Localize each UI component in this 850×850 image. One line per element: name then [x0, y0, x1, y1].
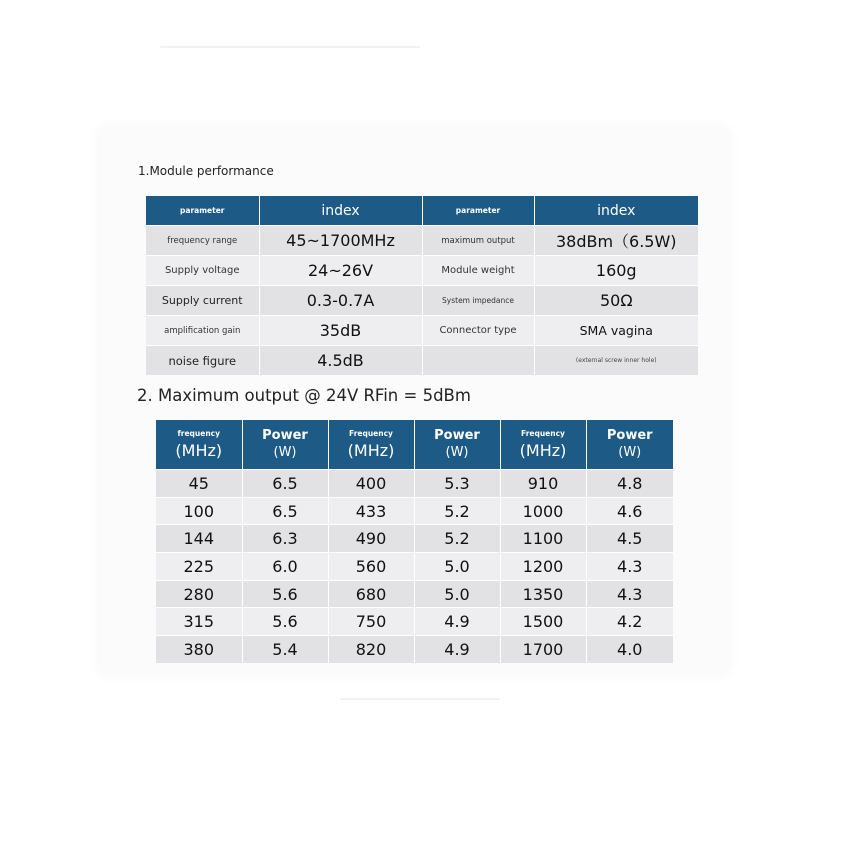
power-cell: 6.5 [242, 497, 328, 525]
param-label: Connector type [422, 316, 534, 346]
header-unit: (W) [445, 444, 469, 460]
param-label: Module weight [422, 256, 534, 286]
power-cell: 4.9 [414, 608, 500, 636]
power-cell: 4.3 [586, 553, 673, 581]
header-label: Power [434, 428, 480, 444]
power-cell: 5.6 [242, 580, 328, 608]
frequency-cell: 315 [156, 608, 242, 636]
header-power [586, 420, 673, 470]
frequency-cell: 680 [328, 580, 414, 608]
header-unit: (MHz) [519, 440, 567, 460]
param-value: SMA vagina [534, 316, 698, 346]
param-value: 160g [534, 256, 698, 286]
param-label: Supply current [146, 286, 259, 316]
power-cell: 5.0 [414, 580, 500, 608]
param-value: 35dB [259, 316, 422, 346]
table-row [156, 497, 673, 525]
table-header-row [146, 196, 698, 226]
param-value: 38dBm（6.5W) [534, 226, 698, 256]
module-performance-table [146, 196, 698, 375]
power-cell: 5.2 [414, 497, 500, 525]
header-power [414, 420, 500, 470]
header-power [242, 420, 328, 470]
power-cell: 4.8 [586, 470, 673, 498]
table-row [146, 226, 698, 256]
power-cell: 5.6 [242, 608, 328, 636]
header-label: frequency [177, 428, 221, 438]
table-row [156, 553, 673, 581]
header-label: Frequency [521, 428, 565, 438]
param-label: amplification gain [146, 316, 259, 346]
max-output-table [156, 420, 673, 663]
table-row [156, 580, 673, 608]
header-frequency [156, 420, 242, 470]
power-cell: 4.9 [414, 636, 500, 663]
header-parameter: parameter [146, 196, 259, 226]
table-header-row [156, 420, 673, 470]
section1-title: 1.Module performance [138, 164, 274, 178]
power-cell: 4.2 [586, 608, 673, 636]
param-label [422, 346, 534, 376]
header-frequency [500, 420, 586, 470]
frequency-cell: 750 [328, 608, 414, 636]
header-label: Power [262, 428, 308, 444]
param-value: (external screw inner hole) [534, 346, 698, 376]
param-label: maximum output [422, 226, 534, 256]
param-label: Supply voltage [146, 256, 259, 286]
frequency-cell: 490 [328, 525, 414, 553]
header-unit: (MHz) [175, 440, 223, 460]
frequency-cell: 433 [328, 497, 414, 525]
param-label: noise figure [146, 346, 259, 376]
param-value: 24~26V [259, 256, 422, 286]
param-value: 45~1700MHz [259, 226, 422, 256]
table-row [146, 316, 698, 346]
power-cell: 5.2 [414, 525, 500, 553]
faint-divider [340, 698, 500, 700]
param-value: 0.3-0.7A [259, 286, 422, 316]
header-frequency [328, 420, 414, 470]
frequency-cell: 225 [156, 553, 242, 581]
frequency-cell: 1200 [500, 553, 586, 581]
header-label: Frequency [349, 428, 393, 438]
frequency-cell: 1350 [500, 580, 586, 608]
param-label: frequency range [146, 226, 259, 256]
table-row [156, 470, 673, 498]
power-cell: 4.0 [586, 636, 673, 663]
param-value: 50Ω [534, 286, 698, 316]
header-unit: (MHz) [347, 440, 395, 460]
table-row [156, 525, 673, 553]
frequency-cell: 1500 [500, 608, 586, 636]
header-label: Power [606, 428, 653, 444]
power-cell: 4.6 [586, 497, 673, 525]
frequency-cell: 400 [328, 470, 414, 498]
frequency-cell: 1000 [500, 497, 586, 525]
power-cell: 6.3 [242, 525, 328, 553]
power-cell: 4.3 [586, 580, 673, 608]
table-row [156, 636, 673, 663]
frequency-cell: 380 [156, 636, 242, 663]
power-cell: 6.5 [242, 470, 328, 498]
faint-divider [160, 46, 420, 48]
frequency-cell: 45 [156, 470, 242, 498]
table-row [146, 346, 698, 376]
power-cell: 4.5 [586, 525, 673, 553]
frequency-cell: 280 [156, 580, 242, 608]
table-row [156, 608, 673, 636]
header-unit: (W) [618, 444, 642, 460]
param-value: 4.5dB [259, 346, 422, 376]
power-cell: 6.0 [242, 553, 328, 581]
header-unit: (W) [273, 444, 297, 460]
table-row [146, 256, 698, 286]
frequency-cell: 560 [328, 553, 414, 581]
header-index: index [259, 196, 422, 226]
header-index: index [534, 196, 698, 226]
section2-title: 2. Maximum output @ 24V RFin = 5dBm [137, 386, 471, 405]
power-cell: 5.4 [242, 636, 328, 663]
header-parameter: parameter [422, 196, 534, 226]
param-label: System impedance [422, 286, 534, 316]
frequency-cell: 1700 [500, 636, 586, 663]
frequency-cell: 1100 [500, 525, 586, 553]
power-cell: 5.0 [414, 553, 500, 581]
table-row [146, 286, 698, 316]
frequency-cell: 144 [156, 525, 242, 553]
frequency-cell: 910 [500, 470, 586, 498]
frequency-cell: 100 [156, 497, 242, 525]
frequency-cell: 820 [328, 636, 414, 663]
power-cell: 5.3 [414, 470, 500, 498]
